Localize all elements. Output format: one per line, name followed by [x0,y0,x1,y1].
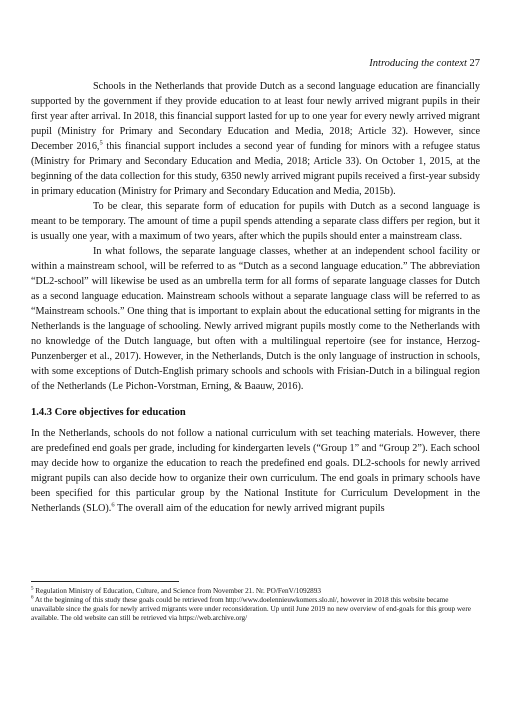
body-text [31,79,480,516]
section-heading: 1.4.3 Core objectives for education [31,407,186,418]
running-header [369,58,480,69]
paragraph-1-text-a: Schools in the Netherlands that provide Dutch as a second language education are financially supported by the government if they provide education to at least four newly arrived migrant pupils in their first year after arrival. In 2018, this financial support lasted for up to one year for every newly arrived migrant pupil (Ministry for Primary and Secondary Education and Media, 2018; Article 32). However, since December 2016, [31,81,480,152]
footnote-5 [31,587,471,596]
footnote-ref-6: 6 [111,501,115,509]
footnote-mark-5: 5 [31,586,34,592]
footnote-ref-5: 5 [99,139,103,147]
footnote-6 [31,596,471,623]
footnote-6-text: At the beginning of this study these goals could be retrieved from http://www.doelennieuwkomers.slo.nl/, however in 2018 this website became unavailable since the goals for newly arrived migrants were under reconsideration. Up until June 2019 no new overview of end-goals for this group were available. The old website can still be retrieved via https://web.archive.org/ [31,596,471,622]
footnote-5-text: Regulation Ministry of Education, Culture, and Science from November 21. Nr. PO/FenV/1092893 [33,587,321,595]
paragraph-1-text-b: this financial support includes a second year of funding for minors with a refugee status (Ministry for Primary and Secondary Education and Media, 2018; Article 33). On October 1, 2015, at the beginning of the data collection for this study, 6350 newly arrived migrant pupils received a first-year subsidy in primary education (Ministry for Primary and Secondary Education and Media, 2015b). [31,141,480,197]
running-title: Introducing the context [369,58,467,69]
paragraph-4-text-b: The overall aim of the education for newly arrived migrant pupils [114,503,385,514]
paragraph-3: In what follows, the separate language classes, whether at an independent school facility or within a mainstream school, will be referred to as “Dutch as a second language education.” The abbreviation “DL2-school” will likewise be used as an umbrella term for all forms of separate language classes for Dutch as a second language education. Mainstream schools without a separate language class will be referred to as “Mainstream schools.” One thing that is important to explain about the educational setting for migrants in the Netherlands is the language of schooling. Newly arrived migrant pupils mostly come to the Netherlands with no knowledge of the Dutch language, but often with a multilingual repertoire (see for instance, Herzog-Punzenberger et al., 2017). However, in the Netherlands, Dutch is the only language of instruction in schools, with some exceptions of Dutch-English primary schools and schools with Frisian-Dutch in a bilingual region of the Netherlands (Le Pichon-Vorstman, Erning, & Baauw, 2016). [31,246,480,392]
footnotes [31,587,471,623]
paragraph-4 [31,426,480,516]
paragraph-1 [31,79,480,199]
paragraph-4-text-a: In the Netherlands, schools do not follow a national curriculum with set teaching materials. However, there are predefined end goals per grade, including for kindergarten levels (“Group 1” and “Group 2”). Each school may decide how to organize the education to reach the predefined end goals. DL2-schools for newly arrived migrant pupils can also decide how to organize their own curriculum. The end goals in primary schools have been specified for this particular group by the National Institute for Curriculum Development in the Netherlands (SLO). [31,428,480,514]
footnote-mark-6: 6 [31,595,34,601]
footnote-divider [31,581,179,582]
paragraph-2: To be clear, this separate form of education for pupils with Dutch as a second language is meant to be temporary. The amount of time a pupil spends attending a separate class differs per region, but it is usually one year, with a maximum of two years, after which the pupils should enter a mainstream class. [31,201,480,242]
page-number: 27 [469,58,480,69]
